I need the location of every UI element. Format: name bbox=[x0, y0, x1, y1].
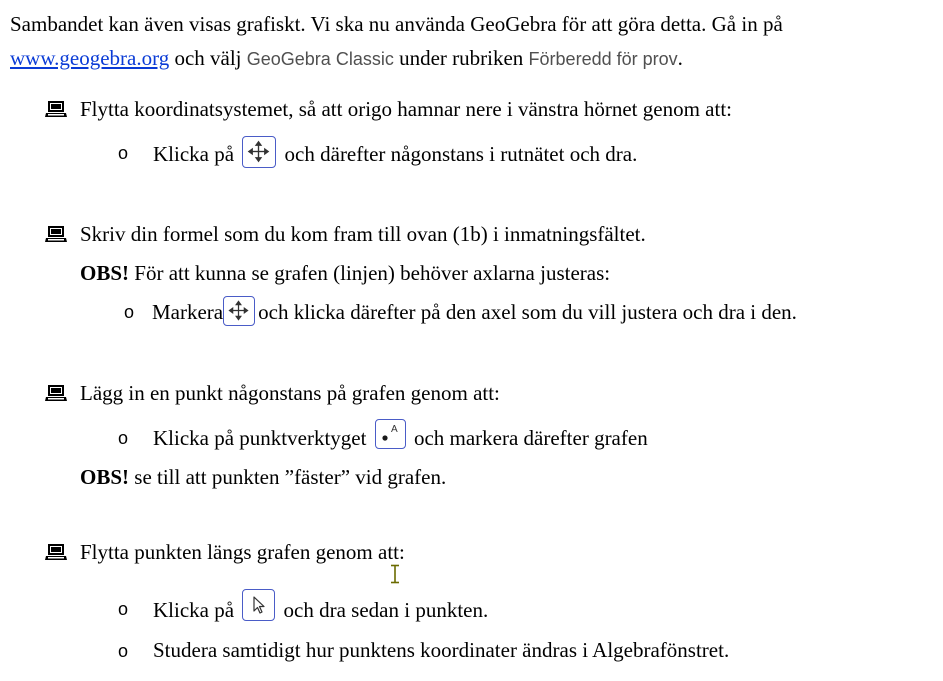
sub-before: Klicka på bbox=[153, 141, 235, 166]
section-1-main: Flytta koordinatsystemet, så att origo hamnar nere i vänstra hörnet genom att: bbox=[80, 97, 732, 121]
laptop-icon bbox=[45, 100, 67, 118]
bullet-circle: o bbox=[118, 428, 129, 448]
app-name: GeoGebra Classic bbox=[246, 49, 394, 69]
geogebra-link[interactable]: www.geogebra.org bbox=[10, 46, 170, 70]
obs-label: OBS! bbox=[80, 261, 130, 285]
section-3-obs bbox=[80, 465, 446, 489]
sub-after: och dra sedan i punkten. bbox=[283, 597, 489, 622]
bullet-circle: o bbox=[124, 302, 135, 322]
laptop-icon bbox=[45, 225, 67, 243]
bullet-circle: o bbox=[118, 143, 129, 163]
bullet-circle: o bbox=[118, 641, 129, 661]
section-1-sub bbox=[153, 140, 637, 172]
text-cursor-icon bbox=[389, 564, 401, 584]
sub-before: Markera bbox=[152, 299, 224, 324]
section-3-main: Lägg in en punkt någonstans på grafen genom att: bbox=[80, 381, 500, 405]
obs-text: För att kunna se grafen (linjen) behöver axlarna justeras: bbox=[134, 261, 611, 285]
move-graphics-view-icon[interactable] bbox=[242, 136, 276, 168]
move-graphics-view-icon[interactable] bbox=[223, 296, 255, 326]
section-3-sub bbox=[153, 425, 648, 455]
intro-end: . bbox=[677, 46, 683, 70]
section-2-obs bbox=[80, 261, 610, 285]
section-2-main: Skriv din formel som du kom fram till ovan (1b) i inmatningsfältet. bbox=[80, 222, 646, 246]
svg-text:A: A bbox=[390, 424, 398, 435]
section-2-sub bbox=[152, 299, 797, 329]
sub-after: och markera därefter grafen bbox=[413, 425, 648, 450]
heading-ref: Förberedd för prov bbox=[528, 49, 678, 69]
sub-after: och klicka därefter på den axel som du vill justera och dra i den. bbox=[258, 299, 797, 324]
laptop-icon bbox=[45, 543, 67, 561]
intro-line-2 bbox=[10, 46, 683, 71]
obs-text: se till att punkten ”fäster” vid grafen. bbox=[134, 465, 447, 489]
section-4-sub-2: Studera samtidigt hur punktens koordinater ändras i Algebrafönstret. bbox=[153, 638, 730, 662]
sub-before: Klicka på bbox=[153, 597, 235, 622]
intro-line-1: Sambandet kan även visas grafiskt. Vi ska nu använda GeoGebra för att göra detta. Gå in på bbox=[10, 12, 783, 36]
bullet-circle: o bbox=[118, 599, 129, 619]
obs-label: OBS! bbox=[80, 465, 130, 489]
laptop-icon bbox=[45, 384, 67, 402]
sub-after: och därefter någonstans i rutnätet och dra. bbox=[284, 141, 638, 166]
intro-mid-2: under rubriken bbox=[399, 46, 524, 70]
sub-before: Klicka på punktverktyget bbox=[153, 425, 367, 450]
point-tool-icon[interactable] bbox=[375, 419, 406, 449]
intro-mid-1: och välj bbox=[174, 46, 242, 70]
section-4-main: Flytta punkten längs grafen genom att: bbox=[80, 540, 405, 564]
move-arrow-tool-icon[interactable] bbox=[242, 589, 275, 621]
section-4-sub bbox=[153, 596, 488, 628]
